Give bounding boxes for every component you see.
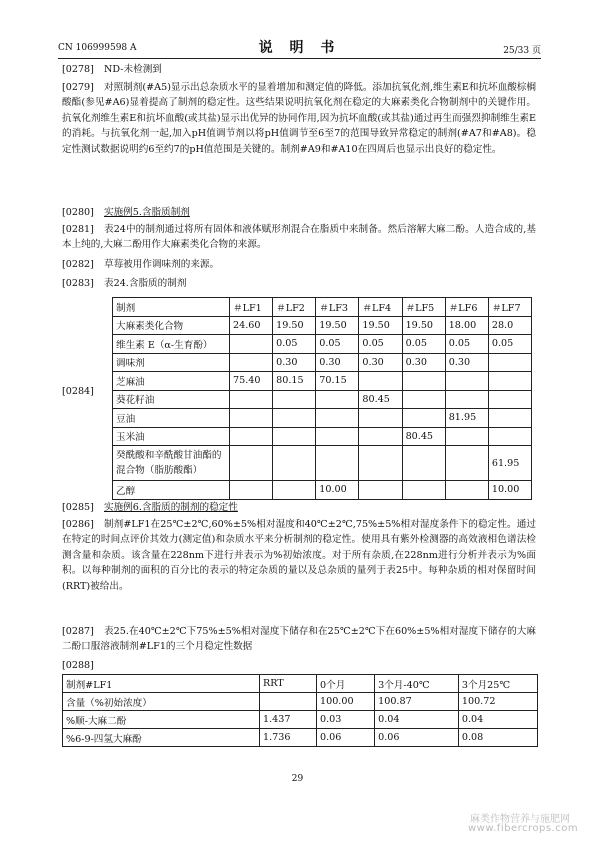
table-row bbox=[113, 390, 532, 409]
header-cell: ＃LF7 bbox=[488, 298, 531, 317]
table-cell bbox=[445, 481, 488, 500]
table-cell: 61.95 bbox=[488, 446, 531, 481]
table-cell: 81.95 bbox=[445, 409, 488, 428]
table-row bbox=[113, 372, 532, 391]
table-24 bbox=[112, 297, 532, 500]
paragraph-0280 bbox=[62, 205, 536, 220]
table-row bbox=[63, 729, 538, 747]
row-label: %6-9-四氢大麻酚 bbox=[63, 729, 260, 747]
table-cell bbox=[402, 390, 445, 409]
table-cell: 1.437 bbox=[260, 711, 317, 729]
table-cell bbox=[359, 427, 402, 446]
table-cell bbox=[359, 446, 402, 481]
table-cell: 1.736 bbox=[260, 729, 317, 747]
table-cell: 80.45 bbox=[402, 427, 445, 446]
row-label: 调味剂 bbox=[113, 353, 230, 372]
paragraph-0279 bbox=[62, 80, 536, 157]
table-cell bbox=[230, 409, 273, 428]
header-cell: 3个月25℃ bbox=[458, 675, 537, 693]
table-cell: 0.05 bbox=[402, 335, 445, 354]
table-cell: 19.50 bbox=[316, 316, 359, 335]
table-cell: 0.05 bbox=[488, 335, 531, 354]
table-cell bbox=[230, 481, 273, 500]
table-cell: 0.06 bbox=[375, 729, 459, 747]
para-number: [0279] bbox=[62, 82, 94, 93]
table-cell bbox=[273, 446, 316, 481]
table-cell bbox=[359, 481, 402, 500]
section-heading: 实施例5.含脂质制剂 bbox=[104, 207, 190, 218]
header-cell: RRT bbox=[260, 675, 317, 693]
row-label: 大麻素类化合物 bbox=[113, 316, 230, 335]
table-row bbox=[63, 693, 538, 711]
table-cell: 0.05 bbox=[316, 335, 359, 354]
row-label: 豆油 bbox=[113, 409, 230, 428]
table-cell bbox=[488, 427, 531, 446]
table-cell bbox=[402, 372, 445, 391]
table-cell bbox=[273, 409, 316, 428]
table-cell bbox=[402, 481, 445, 500]
row-label: 癸酰酸和辛酰酸甘油酯的混合物（脂肪酸酯） bbox=[113, 446, 230, 481]
table-cell: 0.30 bbox=[402, 353, 445, 372]
row-label: 含量（%初始浓度） bbox=[63, 693, 260, 711]
table-caption: 表24.含脂质的制剂 bbox=[104, 278, 187, 289]
table-cell bbox=[488, 372, 531, 391]
table-cell: 75.40 bbox=[230, 372, 273, 391]
table-row bbox=[113, 427, 532, 446]
table-cell: 24.60 bbox=[230, 316, 273, 335]
table-cell: 10.00 bbox=[316, 481, 359, 500]
paragraph-0283 bbox=[62, 276, 536, 291]
header-rule bbox=[58, 58, 541, 59]
table-cell bbox=[445, 427, 488, 446]
table-cell: 0.30 bbox=[359, 353, 402, 372]
paragraph-0287 bbox=[62, 624, 536, 655]
table-cell bbox=[273, 481, 316, 500]
para-text: 对照制剂(#A5)显示出总杂质水平的显着增加和测定值的降低。添加抗氧化剂,维生素E和抗坏血酸棕榈酸酯(参见#A6)显着提高了制剂的稳定性。这些结果说明抗氧化剂在稳定的大麻素类化合物制剂中的关键作用。抗氧化剂维生素E和抗坏血酸(或其盐)显示出优异的协同作用,因为抗坏血酸(或其盐)通过再生而强烈抑制维生素E的消耗。与抗氧化剂一起,加入pH值调节剂以将pH值调节至6至7的范围导致异常稳定的制剂(#A7和#A8)。稳定性测试数据说明约6至约7的pH值范围是关键的。制剂#A9和#A10在四周后也显示出良好的稳定性。 bbox=[62, 82, 536, 155]
header-cell: ＃LF1 bbox=[230, 298, 273, 317]
table-cell: 100.00 bbox=[317, 693, 375, 711]
table-cell bbox=[273, 390, 316, 409]
table-cell: 19.50 bbox=[402, 316, 445, 335]
table-row bbox=[63, 711, 538, 729]
table-row bbox=[113, 481, 532, 500]
table-cell: 18.00 bbox=[445, 316, 488, 335]
row-label: 芝麻油 bbox=[113, 372, 230, 391]
table-row bbox=[113, 316, 532, 335]
header-cell: ＃LF6 bbox=[445, 298, 488, 317]
row-label: %顺-大麻二酚 bbox=[63, 711, 260, 729]
patent-number: CN 106999598 A bbox=[58, 43, 137, 53]
table-cell: 0.30 bbox=[316, 353, 359, 372]
table-cell: 0.04 bbox=[458, 711, 537, 729]
paragraph-0285 bbox=[62, 500, 536, 515]
table-cell: 70.15 bbox=[316, 372, 359, 391]
para-number: [0278] bbox=[62, 64, 94, 75]
table-row bbox=[113, 409, 532, 428]
table-cell bbox=[488, 409, 531, 428]
table-cell bbox=[273, 427, 316, 446]
table-cell bbox=[445, 372, 488, 391]
table-cell: 80.15 bbox=[273, 372, 316, 391]
table-cell bbox=[488, 353, 531, 372]
header-cell: 3个月-40℃ bbox=[375, 675, 459, 693]
para-number: [0283] bbox=[62, 278, 94, 289]
table-header-row bbox=[113, 298, 532, 317]
header-cell: 0个月 bbox=[317, 675, 375, 693]
table-cell bbox=[230, 390, 273, 409]
table-cell bbox=[230, 335, 273, 354]
para-text: 制剂#LF1在25℃±2℃,60%±5%相对湿度和40℃±2℃,75%±5%相对湿度条件下的稳定性。通过在特定的时间点评价其效力(测定值)和杂质水平来分析制剂的稳定性。使用具有紫外检测器的高效液相色谱法检测含量和杂质。该含量在228nm下进行并表示为%初始浓度。对于所有杂质,在228nm进行分析并表示为%面积。以每种制剂的面积的百分比的表示的特定杂质的量以及总杂质的量列于表25中。每种杂质的相对保留时间(RRT)被给出。 bbox=[62, 519, 536, 592]
table-25 bbox=[62, 674, 538, 747]
header-cell: ＃LF2 bbox=[273, 298, 316, 317]
table-cell: 0.30 bbox=[273, 353, 316, 372]
page-number: 29 bbox=[291, 774, 304, 784]
table-row bbox=[113, 353, 532, 372]
para-text: ND-未检测到 bbox=[104, 64, 162, 75]
table-cell bbox=[260, 693, 317, 711]
table-cell bbox=[488, 390, 531, 409]
table-row bbox=[113, 335, 532, 354]
table-cell: 0.30 bbox=[445, 353, 488, 372]
table-cell bbox=[445, 390, 488, 409]
table-cell: 19.50 bbox=[273, 316, 316, 335]
para-number: [0281] bbox=[62, 224, 94, 235]
watermark-text: 麻类作物营养与施肥网 bbox=[470, 814, 570, 825]
header-cell: ＃LF3 bbox=[316, 298, 359, 317]
para-number: [0280] bbox=[62, 207, 94, 218]
page-indicator: 25/33 页 bbox=[503, 46, 541, 56]
header-cell: 制剂 bbox=[113, 298, 230, 317]
table-cell bbox=[316, 409, 359, 428]
table-cell bbox=[359, 372, 402, 391]
table-cell bbox=[230, 427, 273, 446]
table-cell: 19.50 bbox=[359, 316, 402, 335]
paragraph-0286 bbox=[62, 517, 536, 594]
table-cell: 0.08 bbox=[458, 729, 537, 747]
header-cell: ＃LF4 bbox=[359, 298, 402, 317]
table-cell bbox=[402, 409, 445, 428]
paragraph-0281 bbox=[62, 222, 536, 253]
table-cell: 0.05 bbox=[273, 335, 316, 354]
table-cell bbox=[230, 446, 273, 481]
para-number: [0285] bbox=[62, 502, 94, 513]
table-cell bbox=[316, 390, 359, 409]
table-cell bbox=[402, 446, 445, 481]
table-cell bbox=[316, 427, 359, 446]
row-label: 玉米油 bbox=[113, 427, 230, 446]
document-title: 说 明 书 bbox=[258, 40, 341, 56]
row-label: 葵花籽油 bbox=[113, 390, 230, 409]
table-cell: 28.0 bbox=[488, 316, 531, 335]
table-cell: 0.03 bbox=[317, 711, 375, 729]
header-cell: 制剂#LF1 bbox=[63, 675, 260, 693]
para-number: [0282] bbox=[62, 259, 94, 270]
table-cell bbox=[359, 409, 402, 428]
header-cell: ＃LF5 bbox=[402, 298, 445, 317]
table-cell bbox=[230, 353, 273, 372]
table-cell bbox=[445, 446, 488, 481]
table-cell bbox=[316, 446, 359, 481]
row-label: 乙醇 bbox=[113, 481, 230, 500]
table-cell: 100.72 bbox=[458, 693, 537, 711]
table-header-row bbox=[63, 675, 538, 693]
section-heading: 实施例6.含脂质的制剂的稳定性 bbox=[104, 502, 238, 513]
para-text: 草莓被用作调味剂的来源。 bbox=[104, 259, 220, 270]
table-row bbox=[113, 446, 532, 481]
para-number: [0286] bbox=[62, 519, 94, 530]
row-label: 维生素 E（α-生育酚） bbox=[113, 335, 230, 354]
paragraph-0278 bbox=[62, 62, 536, 77]
table-cell: 0.06 bbox=[317, 729, 375, 747]
watermark-url: www.fibercrops.com bbox=[468, 823, 579, 834]
table-cell: 0.04 bbox=[375, 711, 459, 729]
table-cell: 0.05 bbox=[445, 335, 488, 354]
paragraph-0282 bbox=[62, 257, 536, 272]
table-cell: 100.87 bbox=[375, 693, 459, 711]
page-header bbox=[58, 40, 541, 58]
paragraph-0284-number: [0284] bbox=[62, 386, 94, 397]
table-cell: 80.45 bbox=[359, 390, 402, 409]
para-text: 表24中的制剂通过将所有固体和液体赋形剂混合在脂质中来制备。然后溶解大麻二酚。人造合成的,基本上纯的,大麻二酚用作大麻素类化合物的来源。 bbox=[62, 224, 536, 251]
para-number: [0287] bbox=[62, 626, 94, 637]
paragraph-0288-number: [0288] bbox=[62, 660, 94, 671]
table-cell: 10.00 bbox=[488, 481, 531, 500]
table-cell: 0.05 bbox=[359, 335, 402, 354]
table-caption: 表25.在40℃±2℃下75%±5%相对湿度下储存和在25℃±2℃下在60%±5%相对湿度下储存的大麻二酚口服溶液制剂#LF1的三个月稳定性数据 bbox=[62, 626, 536, 653]
